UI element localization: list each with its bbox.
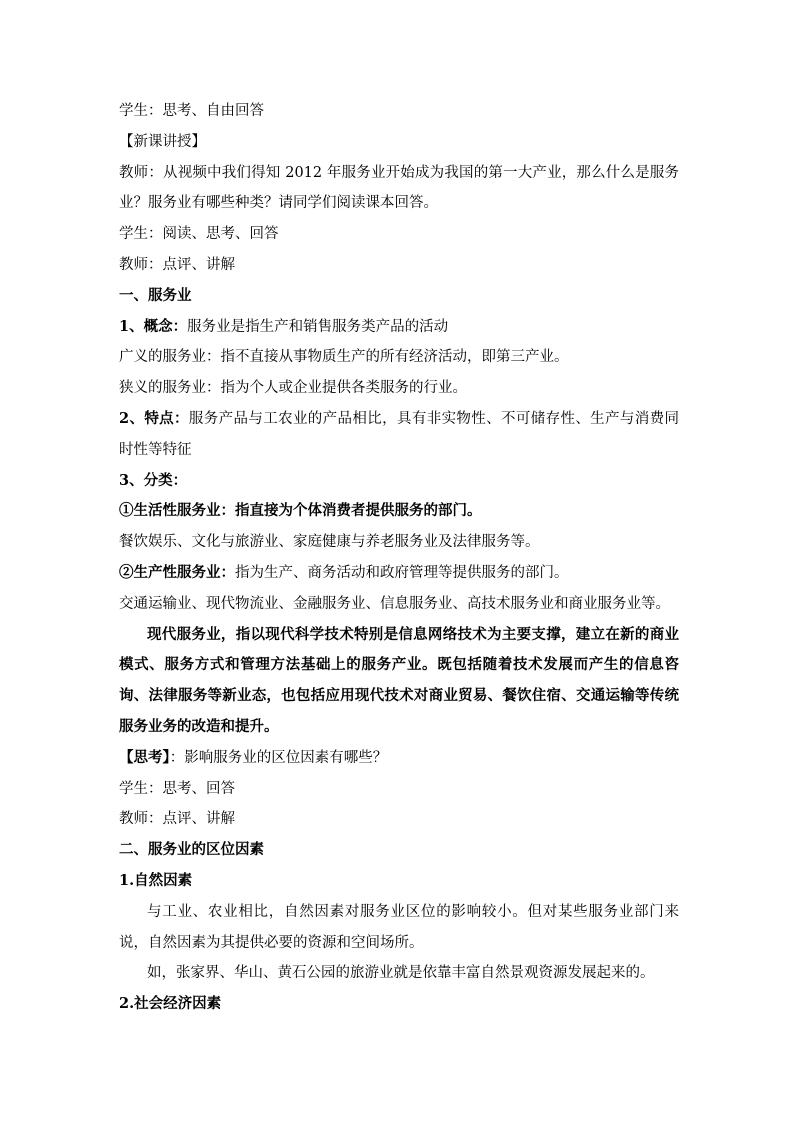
feature-text: 服务产品与工农业的产品相比，具有非实物性、不可储存性、生产与消费同时性等特征 bbox=[119, 410, 679, 458]
modern-service-paragraph: 现代服务业，指以现代科学技术特别是信息网络技术为主要支撑，建立在新的商业模式、服务方式和管理方法基础上的服务产业。既包括随着技术发展而产生的信息咨询、法律服务等新业态，也包括应用现代技术对商业贸易、餐饮住宿、交通运输等传统服务业务的改造和提升。 bbox=[119, 625, 679, 735]
think-text: ：影响服务业的区位因素有哪些？ bbox=[169, 749, 388, 766]
concept-paragraph bbox=[119, 312, 679, 343]
document-page bbox=[119, 96, 679, 1020]
section-heading: 一、服务业 bbox=[119, 286, 192, 304]
paragraph: 狭义的服务业：指为个人或企业提供各类服务的行业。 bbox=[119, 380, 467, 397]
prod-text: 指为生产、商务活动和政府管理等提供服务的部门。 bbox=[235, 564, 569, 581]
subsection-heading: 2.社会经济因素 bbox=[119, 995, 222, 1013]
think-paragraph bbox=[119, 743, 679, 774]
think-label: 【思考】 bbox=[119, 748, 170, 766]
prod-service-paragraph bbox=[119, 558, 679, 589]
feature-paragraph bbox=[119, 404, 679, 466]
life-label: ①生活性服务业： bbox=[119, 502, 235, 520]
class-heading: 3、分类： bbox=[119, 471, 188, 489]
paragraph: 餐饮娱乐、文化与旅游业、家庭健康与养老服务业及法律服务等。 bbox=[119, 534, 540, 551]
subsection-heading: 1.自然因素 bbox=[119, 871, 193, 889]
feature-label: 2、特点： bbox=[119, 409, 189, 427]
paragraph: 学生：思考、回答 bbox=[119, 780, 235, 797]
paragraph: 学生：思考、自由回答 bbox=[119, 103, 264, 119]
paragraph: 广义的服务业：指不直接从事物质生产的所有经济活动，即第三产业。 bbox=[119, 349, 569, 366]
section-marker: 【新课讲授】 bbox=[119, 133, 206, 150]
paragraph: 交通运输业、现代物流业、金融服务业、信息服务业、高技术服务业和商业服务业等。 bbox=[119, 595, 670, 612]
section-heading: 二、服务业的区位因素 bbox=[119, 841, 264, 859]
prod-label: ②生产性服务业： bbox=[119, 563, 235, 581]
paragraph: 学生：阅读、思考、回答 bbox=[119, 226, 279, 243]
paragraph: 教师：点评、讲解 bbox=[119, 811, 235, 828]
paragraph: 与工业、农业相比，自然因素对服务业区位的影响较小。但对某些服务业部门来说，自然因素为其提供必要的资源和空间场所。 bbox=[119, 903, 679, 951]
paragraph: 教师：从视频中我们得知 2012 年服务业开始成为我国的第一大产业，那么什么是服务业？服务业有哪些种类？请同学们阅读课本回答。 bbox=[119, 164, 679, 212]
paragraph: 教师：点评、讲解 bbox=[119, 256, 235, 273]
concept-label: 1、概念： bbox=[119, 317, 188, 335]
life-service-paragraph bbox=[119, 496, 679, 527]
life-text: 指直接为个体消费者提供服务的部门。 bbox=[235, 502, 482, 520]
paragraph: 如，张家界、华山、黄石公园的旅游业就是依靠丰富自然景观资源发展起来的。 bbox=[147, 965, 655, 982]
concept-text: 服务业是指生产和销售服务类产品的活动 bbox=[187, 318, 449, 335]
